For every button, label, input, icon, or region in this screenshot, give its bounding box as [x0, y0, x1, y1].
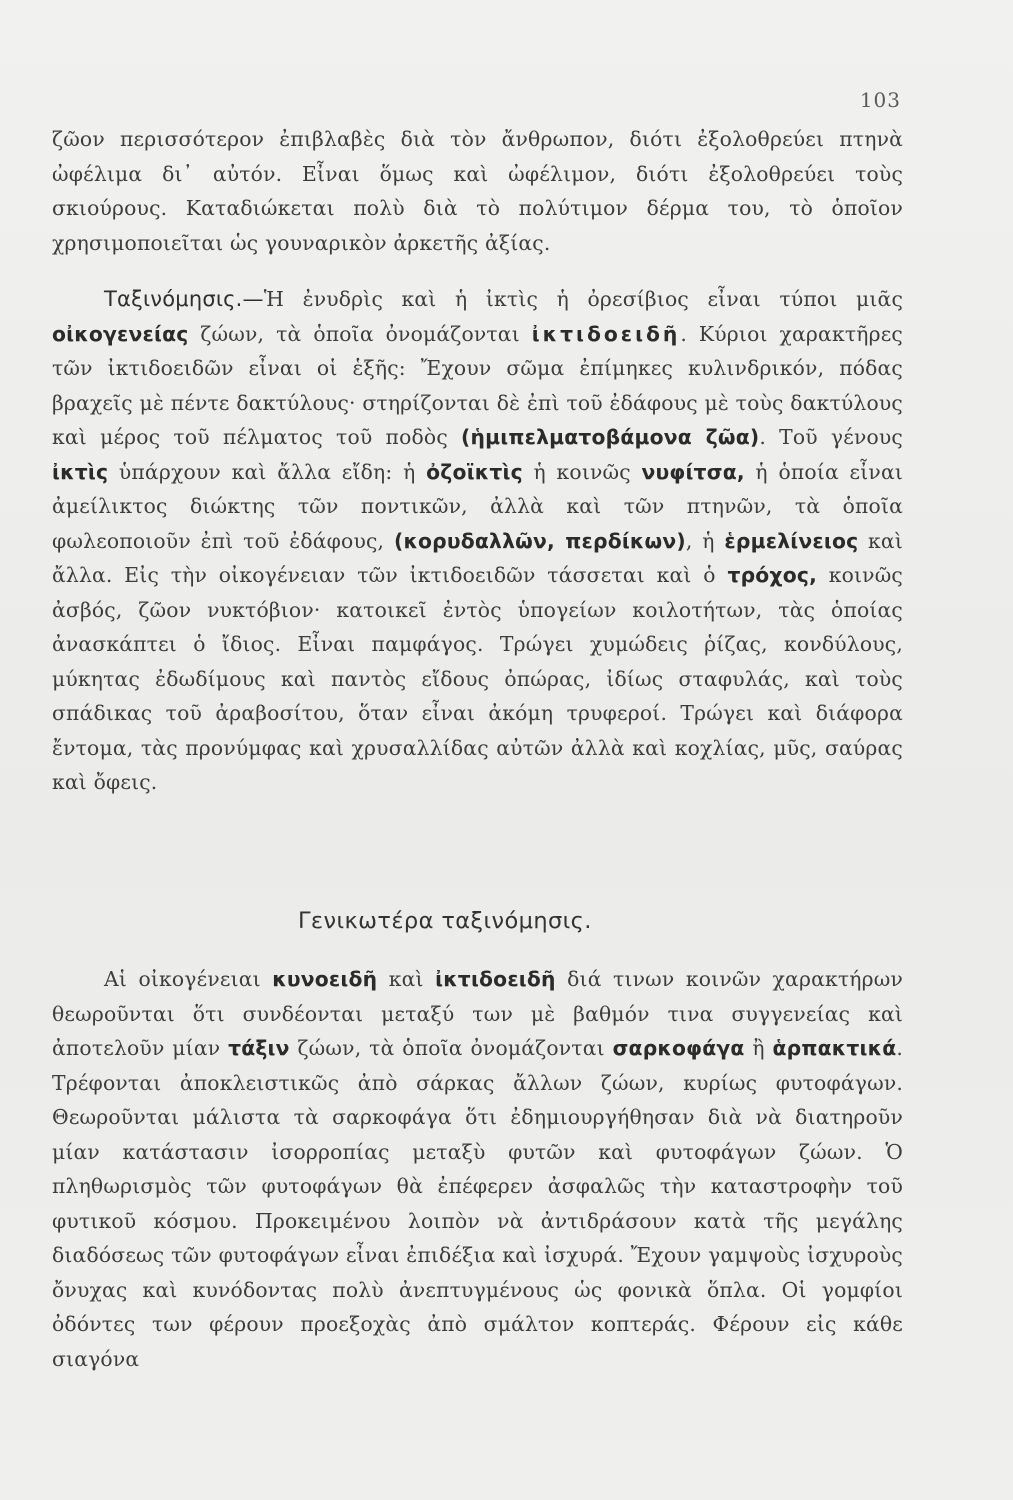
classification-term-nyfitsa: νυφίτσα, [641, 459, 745, 484]
classification-text-10: κοινῶς ἀσβός, ζῶον νυκτόβιον· κατοικεῖ ἐντὸς ὑπογείων κοιλοτήτων, τὰς ὁποίας ἀνασκάπτει ὁ ἴδιος. Εἶναι παμφάγος. Τρώγει χυμώδεις ῥίζας, κονδύλους, μύκητας ἐδωδίμους καὶ παντὸς εἴδους ὀπώρας, ἰδίως σταφυλάς, καὶ τοὺς σπάδικας τοῦ ἀραβοσίτου, ὅταν εἶναι ἀκόμη τρυφεροί. Τρώγει καὶ διάφορα ἔντομα, τὰς προνύμφας καὶ χρυσαλλίδας αὐτῶν ἀλλὰ καὶ κοχλίας, μῦς, σαύρας καὶ ὄφεις. [52, 563, 903, 794]
page-number: 103 [859, 88, 901, 112]
classification-text-8: , ἡ [685, 528, 725, 553]
classification-term-semiplantigrade: (ἡμιπελματοβάμονα ζῶα) [461, 425, 760, 449]
classification-heading: Ταξινόμησις.— [104, 287, 264, 311]
classification-term-mustelids: ἰκτιδοειδῆ [531, 321, 681, 346]
classification-text-2: ζώων, τὰ ὁποῖα ὀνομάζονται [188, 321, 532, 346]
general-text-2: καὶ [377, 967, 436, 991]
general-text-3: διά τινων κοινῶν χαρακτήρων θεωροῦνται ὅτι συνδέονται μεταξύ των μὲ βαθμόν τινα συγγενείας καὶ ἀποτελοῦν μίαν [52, 967, 904, 1060]
classification-term-weasel: ὀζοϊκτὶς [426, 459, 523, 484]
classification-term-larks-partridges: (κορυδαλλῶν, περδίκων) [393, 528, 686, 553]
classification-text-4: . Τοῦ γένους [759, 425, 903, 449]
classification-text-9: καὶ ἄλλα. Εἰς τὴν οἰκογένειαν τῶν ἰκτιδοειδῶν τάσσεται καὶ ὁ [52, 528, 903, 587]
general-text-1: Αἱ οἰκογένειαι [104, 967, 273, 991]
general-term-canids: κυνοειδῆ [272, 967, 378, 991]
classification-term-iktis: ἰκτὶς [52, 459, 109, 484]
classification-term-badger: τρόχος, [727, 563, 817, 587]
classification-text-7: ἡ ὁποία εἶναι ἀμείλικτος διώκτης τῶν ποντικῶν, ἀλλὰ καὶ τῶν πτηνῶν, τὰ ὁποῖα φωλεοποιοῦν ἐπὶ τοῦ ἐδάφους, [52, 459, 903, 553]
classification-text-6: ἡ κοινῶς [522, 459, 642, 484]
general-classification-paragraph [52, 962, 903, 1376]
general-term-order: τάξιν [228, 1036, 290, 1060]
intro-paragraph: ζῶον περισσότερον ἐπιβλαβὲς διὰ τὸν ἄνθρωπον, διότι ἐξολοθρεύει πτηνὰ ὠφέλιμα δι᾽ αὐτόν. Εἶναι ὅμως καὶ ὠφέλιμον, διότι ἐξολοθρεύει τοὺς σκιούρους. Καταδιώκεται πολὺ διὰ τὸ πολύτιμον δέρμα του, τὸ ὁποῖον χρησιμοποιεῖται ὡς γουναρικὸν ἀρκετῆς ἀξίας. [52, 127, 903, 255]
general-term-carnivores: σαρκοφάγα [612, 1036, 745, 1060]
general-term-predators: ἁρπακτικά [772, 1036, 897, 1060]
general-term-mustelids: ἰκτιδοειδῆ [435, 967, 556, 991]
classification-term-family: οἰκογενείας [52, 321, 189, 346]
general-classification-section [52, 962, 903, 1376]
classification-text-3: . Κύριοι χαρακτῆρες τῶν ἰκτιδοειδῶν εἶναι οἱ ἑξῆς: Ἔχουν σῶμα ἐπίμηκες κυλινδρικόν, πόδας βραχεῖς μὲ πέντε δακτύλους· στηρίζονται δὲ ἐπὶ τοῦ ἐδάφους μὲ τοὺς δακτύλους καὶ μέρος τοῦ πέλματος τοῦ ποδὸς [52, 321, 903, 449]
general-classification-heading: Γενικωτέρα ταξινόμησις. [298, 908, 592, 934]
classification-section [52, 282, 903, 800]
general-text-6: . Τρέφονται ἀποκλειστικῶς ἀπὸ σάρκας ἄλλων ζώων, κυρίως φυτοφάγων. Θεωροῦνται μάλιστα τὰ σαρκοφάγα ὅτι ἐδημιουργήθησαν διὰ νὰ διατηροῦν μίαν κατάστασιν ἰσορροπίας μεταξὺ φυτῶν καὶ φυτοφάγων ζώων. Ὁ πληθωρισμὸς τῶν φυτοφάγων θὰ ἐπέφερεν ἀσφαλῶς τὴν καταστροφὴν τοῦ φυτικοῦ κόσμου. Προκειμένου λοιπὸν νὰ ἀντιδράσουν κατὰ τῆς μεγάλης διαδόσεως τῶν φυτοφάγων εἶναι ἐπιδέξια καὶ ἰσχυρά. Ἔχουν γαμψοὺς ἰσχυροὺς ὄνυχας καὶ κυνόδοντας πολὺ ἀνεπτυγμένους ὡς φονικὰ ὅπλα. Οἱ γομφίοι ὀδόντες των φέρουν προεξοχὰς ἀπὸ σμάλτον κοπτεράς. Φέρουν εἰς κάθε σιαγόνα [52, 1036, 903, 1371]
classification-text-1: Ἡ ἐνυδρὶς καὶ ἡ ἰκτὶς ἡ ὀρεσίβιος εἶναι τύποι μιᾶς [263, 287, 903, 311]
classification-paragraph [52, 282, 903, 800]
classification-term-ermine: ἑρμελίνειος [724, 528, 859, 553]
classification-text-5: ὑπάρχουν καὶ ἄλλα εἴδη: ἡ [108, 459, 427, 484]
general-text-5: ἢ [744, 1036, 773, 1060]
general-text-4: ζώων, τὰ ὁποῖα ὀνομάζονται [289, 1036, 613, 1060]
intro-paragraph-block [52, 122, 903, 260]
